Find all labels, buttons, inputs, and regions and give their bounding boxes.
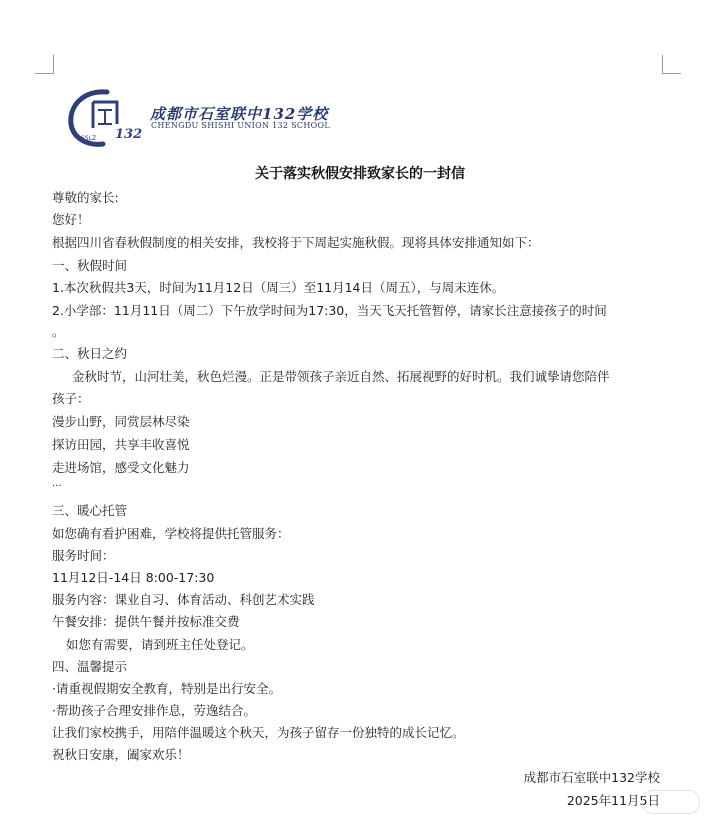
closing-paragraph: 让我们家校携手，用陪伴温暖这个秋天，为孩子留存一份独特的成长记忆。: [52, 725, 465, 740]
section-1-heading: 一、秋假时间: [52, 258, 128, 273]
section-2-paragraph-end: 孩子：: [52, 391, 90, 406]
service-time-value: 11月12日-14日 8:00-17:30: [52, 570, 215, 585]
section-1-item-2-end: 。: [52, 324, 65, 339]
service-time-label: 服务时间：: [52, 548, 115, 563]
school-name-cn: 成都市石室联中132学校: [150, 105, 329, 123]
page-corner-mark-top-left: [35, 55, 54, 74]
letter-title: 关于落实秋假安排致家长的一封信: [255, 166, 465, 182]
lunch-arrangement: 午餐安排：提供午餐并按标准交费: [52, 614, 240, 629]
section-3-heading: 三、暖心托管: [52, 503, 128, 518]
section-2-item-2: 探访田园，共享丰收喜悦: [52, 437, 190, 452]
salutation: 尊敬的家长:: [52, 190, 119, 205]
greeting: 您好！: [52, 212, 90, 227]
section-2-heading: 二、秋日之约: [52, 346, 128, 361]
platform-watermark: [642, 790, 700, 814]
section-4-heading: 四、温馨提示: [52, 659, 128, 674]
logo-number-text: 132: [115, 127, 143, 142]
section-2-paragraph: 金秋时节，山河壮美，秋色烂漫。正是带领孩子亲近自然、拓展视野的好时机。我们诚挚请您陪伴: [72, 369, 610, 384]
school-name-en: CHENGDU SHISHI UNION 132 SCHOOL: [151, 121, 330, 130]
section-2-ellipsis: ...: [52, 478, 62, 489]
section-2-item-1: 漫步山野，同赏层林尽染: [52, 414, 190, 429]
section-2-item-3: 走进场馆，感受文化魅力: [52, 460, 190, 475]
tip-item-1: ·请重视假期安全教育，特别是出行安全。: [52, 681, 281, 696]
logo-sslz-text: SSLZ: [81, 135, 97, 142]
wishes: 祝秋日安康，阖家欢乐！: [52, 747, 190, 762]
section-1-item-1: 1.本次秋假共3天，时间为11月12日（周三）至11月14日（周五），与周末连休。: [52, 280, 505, 295]
registration-note: 如您有需要，请到班主任处登记。: [66, 637, 254, 652]
section-1-item-2: 2.小学部：11月11日（周二）下午放学时间为17:30，当天飞天托管暂停，请家长注意接孩子的时间: [52, 303, 607, 318]
signature: 成都市石室联中132学校: [523, 770, 660, 785]
intro-paragraph: 根据四川省春秋假制度的相关安排，我校将于下周起实施秋假。现将具体安排通知如下：: [52, 235, 540, 250]
service-content: 服务内容：课业自习、体育活动、科创艺术实践: [52, 592, 315, 607]
school-logo: [67, 88, 143, 148]
letter-date: 2025年11月5日: [566, 793, 660, 808]
page-corner-mark-top-right: [662, 55, 681, 74]
section-3-intro: 如您确有看护困难，学校将提供托管服务：: [52, 526, 290, 541]
tip-item-2: ·帮助孩子合理安排作息，劳逸结合。: [52, 703, 256, 718]
